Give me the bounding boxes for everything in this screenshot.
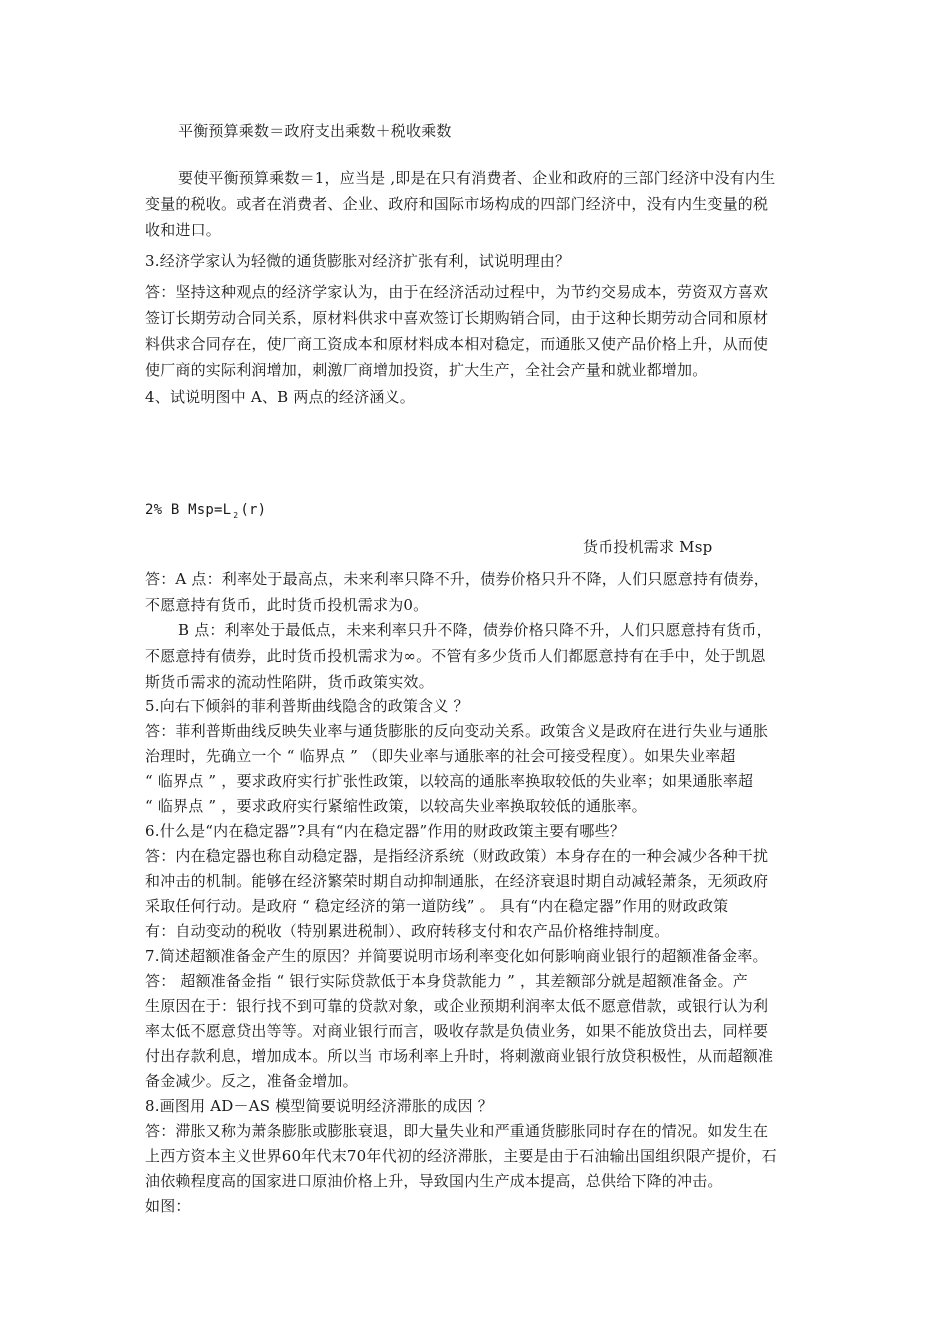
answer-line: 答：A 点：利率处于最高点，未来利率只降不升，债券价格只升不降，人们只愿意持有债券， [145, 570, 770, 588]
answer-line: “ 临界点 ” ，要求政府实行紧缩性政策，以较高失业率换取较低的通胀率。 [145, 797, 647, 815]
answer-line: 付出存款利息，增加成本。所以当 市场利率上升时，将刺激商业银行放贷积极性，从而超额准 [145, 1047, 774, 1065]
answer-line: 备金减少。反之，准备金增加。 [145, 1072, 358, 1090]
figure-label-tail: (r) [240, 502, 267, 518]
formula-line: 平衡预算乘数＝政府支出乘数＋税收乘数 [178, 122, 452, 140]
figure-curve-label [145, 497, 845, 529]
figure-reference: 如图： [145, 1197, 191, 1215]
answer-line: 使厂商的实际利润增加，刺激厂商增加投资，扩大生产，全社会产量和就业都增加。 [145, 361, 708, 379]
answer-line: 答： 超额准备金指 “ 银行实际贷款低于本身贷款能力 ” ，其差额部分就是超额准备金。产 [145, 972, 748, 990]
paragraph-line: 变量的税收。或者在消费者、企业、政府和国际市场构成的四部门经济中，没有内生变量的税 [145, 195, 769, 213]
answer-line: 率太低不愿意贷出等等。对商业银行而言，吸收存款是负债业务，如果不能放贷出去，同样要 [145, 1022, 769, 1040]
question-3: 3.经济学家认为轻微的通货膨胀对经济扩张有利，试说明理由？ [145, 252, 571, 270]
answer-line: 上西方资本主义世界60年代末70年代初的经济滞胀，主要是由于石油输出国组织限产提价，石 [145, 1147, 777, 1165]
answer-line: 斯货币需求的流动性陷阱，货币政策实效。 [145, 673, 434, 691]
answer-line: 料供求合同存在，使厂商工资成本和原材料成本相对稳定，而通胀又使产品价格上升，从而使 [145, 335, 769, 353]
answer-line: 答：内在稳定器也称自动稳定器，是指经济系统（财政政策）本身存在的一种会减少各种干扰 [145, 847, 769, 865]
question-7: 7.简述超额准备金产生的原因？并简要说明市场利率变化如何影响商业银行的超额准备金率。 [145, 947, 768, 965]
answer-line: 答：坚持这种观点的经济学家认为，由于在经济活动过程中，为节约交易成本，劳资双方喜欢 [145, 283, 769, 301]
question-5: 5.向右下倾斜的菲利普斯曲线隐含的政策含义 ？ [145, 697, 469, 715]
paragraph-line: 要使平衡预算乘数＝1，应当是 ,即是在只有消费者、企业和政府的三部门经济中没有内生 [178, 169, 776, 187]
question-4: 4、试说明图中 A、B 两点的经济涵义。 [145, 388, 415, 406]
answer-line: B 点：利率处于最低点，未来利率只升不降，债券价格只降不升，人们只愿意持有货币， [178, 621, 772, 639]
paragraph-line: 收和进口。 [145, 221, 222, 239]
answer-line: 油依赖程度高的国家进口原油价格上升，导致国内生产成本提高，总供给下降的冲击。 [145, 1172, 723, 1190]
answer-line: 不愿意持有债券，此时货币投机需求为∞。不管有多少货币人们都愿意持有在手中，处于凯恩 [145, 647, 766, 665]
figure-label-main: 2% B Msp=L [145, 502, 232, 518]
answer-line: 签订长期劳动合同关系，原材料供求中喜欢签订长期购销合同，由于这种长期劳动合同和原材 [145, 309, 769, 327]
answer-line: 治理时，先确立一个 “ 临界点 ” （即失业率与通胀率的社会可接受程度）。如果失业率超 [145, 747, 736, 765]
answer-line: “ 临界点 ” ，要求政府实行扩张性政策，以较高的通胀率换取较低的失业率；如果通胀率超 [145, 772, 754, 790]
answer-line: 采取任何行动。是政府 “ 稳定经济的第一道防线” 。 具有“内在稳定器”作用的财政政策 [145, 897, 729, 915]
answer-line: 答：菲利普斯曲线反映失业率与通货膨胀的反向变动关系。政策含义是政府在进行失业与通胀 [145, 722, 769, 740]
answer-line: 和冲击的机制。能够在经济繁荣时期自动抑制通胀，在经济衰退时期自动减轻萧条，无须政府 [145, 872, 769, 890]
figure-axis-label: 货币投机需求 Msp [583, 538, 713, 556]
answer-line: 答：滞胀又称为萧条膨胀或膨胀衰退，即大量失业和严重通货膨胀同时存在的情况。如发生在 [145, 1122, 769, 1140]
answer-line: 不愿意持有货币，此时货币投机需求为0。 [145, 596, 429, 614]
answer-line: 生原因在于：银行找不到可靠的贷款对象，或企业预期利润率太低不愿意借款，或银行认为利 [145, 997, 769, 1015]
figure-label-subscript: 2 [233, 511, 239, 520]
question-8: 8.画图用 AD－AS 模型简要说明经济滞胀的成因 ？ [145, 1097, 493, 1115]
question-6: 6.什么是“内在稳定器”?具有“内在稳定器”作用的财政政策主要有哪些？ [145, 822, 626, 840]
answer-line: 有：自动变动的税收（特别累进税制）、政府转移支付和农产品价格维持制度。 [145, 922, 670, 940]
